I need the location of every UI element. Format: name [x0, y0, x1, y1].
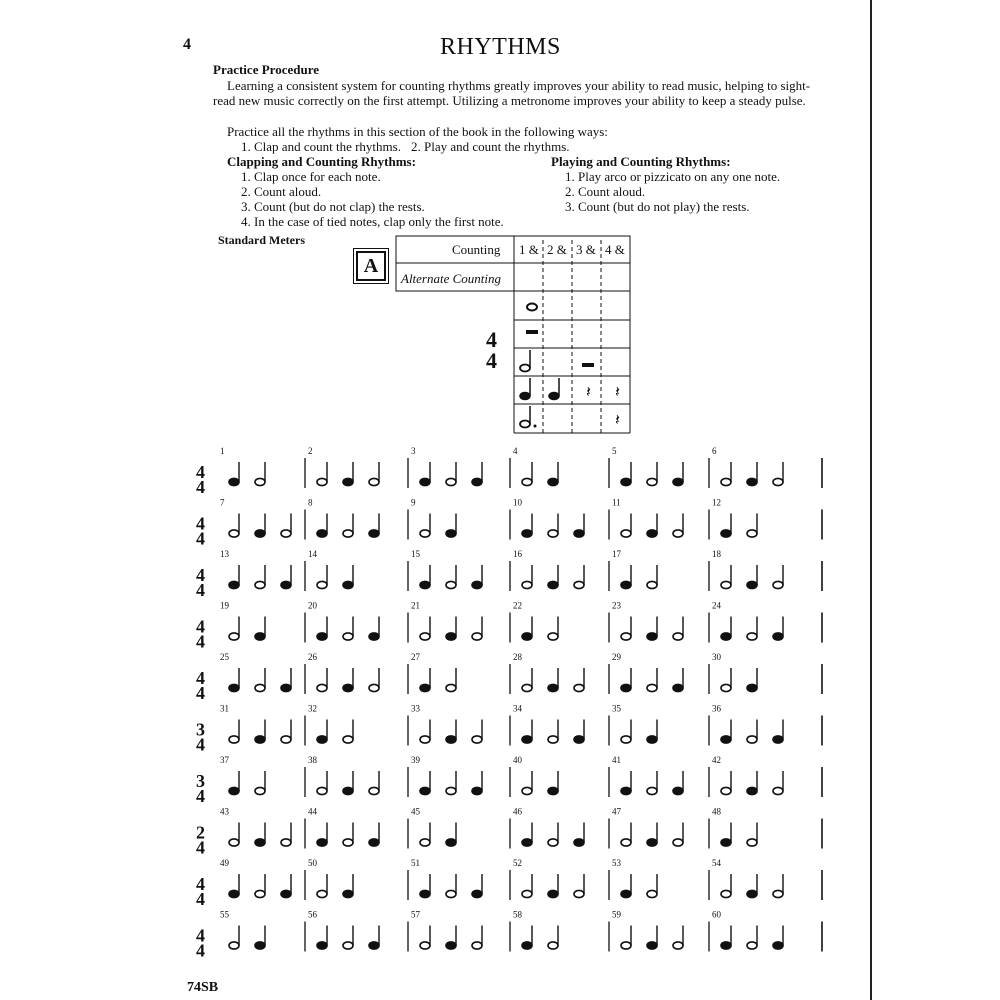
clapping-step-2: 2. Count aloud. — [241, 184, 322, 199]
quarter-note-icon — [446, 530, 456, 537]
half-note-icon — [548, 633, 558, 640]
measure-number: 5 — [612, 446, 617, 456]
quarter-note-icon — [420, 890, 430, 897]
quarter-note-icon — [343, 478, 353, 485]
quarter-note-icon — [721, 633, 731, 640]
measure-number: 33 — [411, 703, 420, 714]
measure-number: 12 — [712, 497, 721, 508]
quarter-note-icon — [673, 684, 683, 691]
quarter-note-icon — [673, 787, 683, 794]
half-note-icon — [229, 942, 239, 949]
time-sig-bottom: 4 — [196, 580, 205, 600]
quarter-note-icon — [574, 530, 584, 537]
half-note-icon — [647, 478, 657, 485]
meter-time-sig-top: 4 — [486, 327, 497, 352]
counting-header-box — [396, 236, 630, 291]
measure-number: 2 — [308, 446, 313, 456]
quarter-note-icon — [721, 942, 731, 949]
measure-number: 6 — [712, 446, 717, 456]
half-note-icon — [472, 942, 482, 949]
measure-number: 19 — [220, 600, 229, 611]
measure-number: 1 — [220, 446, 225, 456]
measure-number: 13 — [220, 549, 229, 559]
quarter-note-icon — [647, 736, 657, 743]
half-note-icon — [621, 839, 631, 846]
quarter-note-icon — [773, 942, 783, 949]
playing-step-1: 1. Play arco or pizzicato on any one note. — [565, 169, 781, 184]
half-note-icon — [446, 787, 456, 794]
half-note-icon — [255, 581, 265, 588]
quarter-note-icon — [229, 787, 239, 794]
beat-3: 3 & — [576, 242, 596, 257]
measure-number: 29 — [612, 652, 621, 662]
beat-2: 2 & — [547, 242, 567, 257]
quarter-note-icon — [773, 736, 783, 743]
quarter-note-icon — [773, 633, 783, 640]
rhythm-staff — [196, 755, 822, 806]
half-note-icon — [446, 581, 456, 588]
half-note-icon — [420, 736, 430, 743]
quarter-note-icon — [522, 736, 532, 743]
measure-number: 17 — [612, 549, 621, 559]
measure-number: 53 — [612, 858, 621, 868]
half-note-icon — [621, 530, 631, 537]
half-note-icon — [369, 684, 379, 691]
half-note-icon — [747, 530, 757, 537]
quarter-note-icon — [369, 942, 379, 949]
time-sig-bottom: 4 — [196, 528, 205, 549]
measure-number: 3 — [411, 446, 416, 456]
quarter-note-icon — [317, 736, 327, 743]
measure-number: 22 — [513, 600, 522, 611]
measure-number: 46 — [513, 806, 522, 817]
time-sig-top: 4 — [196, 874, 205, 894]
half-note-icon — [255, 684, 265, 691]
quarter-note-icon — [369, 530, 379, 537]
half-note-icon — [229, 839, 239, 846]
rhythm-staff — [196, 910, 822, 961]
time-sig-bottom: 4 — [196, 734, 205, 755]
quarter-note-icon — [574, 736, 584, 743]
half-note-icon — [446, 890, 456, 897]
playing-step-3: 3. Count (but do not play) the rests. — [565, 199, 750, 214]
quarter-note-icon — [317, 839, 327, 846]
rhythm-staff — [196, 601, 822, 652]
measure-number: 37 — [220, 755, 229, 765]
half-note-icon — [647, 684, 657, 691]
quarter-note-icon — [548, 787, 558, 794]
quarter-note-icon — [621, 684, 631, 691]
measure-number: 41 — [612, 755, 621, 765]
half-note-icon — [229, 633, 239, 640]
quarter-note-icon — [472, 890, 482, 897]
practice-heading: Practice Procedure — [213, 62, 319, 77]
measure-number: 43 — [220, 806, 229, 817]
half-note-icon — [721, 787, 731, 794]
svg-text:𝄽: 𝄽 — [615, 382, 620, 401]
half-note-icon — [281, 839, 291, 846]
half-note-icon — [229, 736, 239, 743]
half-note-icon — [548, 736, 558, 743]
quarter-note-icon — [721, 736, 731, 743]
half-note-icon — [721, 890, 731, 897]
quarter-note-icon — [548, 890, 558, 897]
quarter-note-icon — [621, 787, 631, 794]
quarter-note-icon — [721, 530, 731, 537]
whole-rest-icon — [526, 330, 538, 334]
quarter-note-icon — [229, 890, 239, 897]
quarter-note-icon — [420, 478, 430, 485]
measure-number: 58 — [513, 909, 522, 920]
measure-number: 26 — [308, 652, 317, 662]
half-note-icon — [773, 890, 783, 897]
half-note-icon — [281, 530, 291, 537]
half-note-icon — [343, 633, 353, 640]
quarter-note-icon — [446, 736, 456, 743]
half-note-icon — [446, 478, 456, 485]
quarter-note-icon — [522, 530, 532, 537]
measure-number: 40 — [513, 755, 522, 765]
half-note-icon — [747, 942, 757, 949]
page-edge-line — [870, 0, 872, 1000]
quarter-note-icon — [747, 478, 757, 485]
quarter-note-icon — [673, 478, 683, 485]
measure-number: 9 — [411, 497, 416, 508]
half-note-icon — [548, 839, 558, 846]
half-note-icon — [673, 530, 683, 537]
quarter-note-icon — [647, 633, 657, 640]
measure-number: 50 — [308, 858, 317, 868]
playing-step-2: 2. Count aloud. — [565, 184, 646, 199]
quarter-note-icon — [647, 839, 657, 846]
time-sig-bottom: 4 — [196, 631, 205, 652]
half-note-icon — [420, 633, 430, 640]
measure-number: 54 — [712, 858, 721, 868]
quarter-note-icon — [317, 633, 327, 640]
quarter-note-icon — [446, 839, 456, 846]
quarter-note-icon — [574, 839, 584, 846]
practice-paragraph: Learning a consistent system for counting rhythms greatly improves your ability to read music, helping to sight-read new music correctly on the first attempt. Utilizing a metronome improves your ability to keep a steady pulse. — [213, 78, 811, 108]
half-note-icon — [574, 684, 584, 691]
half-note-icon — [317, 478, 327, 485]
rhythm-staff — [196, 704, 822, 755]
half-note-icon — [317, 890, 327, 897]
measure-number: 38 — [308, 755, 317, 765]
rhythm-staff — [196, 498, 822, 549]
measure-number: 28 — [513, 652, 522, 662]
clapping-step-4: 4. In the case of tied notes, clap only the first note. — [241, 214, 504, 229]
half-note-icon — [472, 736, 482, 743]
measure-number: 52 — [513, 858, 522, 868]
rhythm-staff — [196, 446, 822, 497]
half-note-icon — [369, 478, 379, 485]
measure-number: 55 — [220, 909, 229, 920]
page-footer-code: 74SB — [187, 980, 219, 995]
half-note-icon — [548, 942, 558, 949]
measure-number: 39 — [411, 755, 420, 765]
quarter-note-icon — [446, 633, 456, 640]
measure-number: 10 — [513, 497, 522, 508]
whole-note-icon — [527, 304, 537, 311]
quarter-note-icon — [472, 478, 482, 485]
practice-intro: Practice all the rhythms in this section of the book in the following ways: — [227, 124, 608, 139]
half-note-icon — [520, 350, 530, 372]
rhythm-staff — [196, 652, 822, 703]
half-note-icon — [721, 478, 731, 485]
quarter-note-icon — [343, 787, 353, 794]
measure-number: 34 — [513, 703, 522, 714]
quarter-note-icon — [343, 684, 353, 691]
quarter-note-icon — [747, 787, 757, 794]
dotted-half-note-icon — [520, 406, 537, 428]
time-sig-bottom: 4 — [196, 837, 205, 858]
measure-number: 14 — [308, 549, 317, 559]
quarter-note-icon — [446, 942, 456, 949]
beat-4: 4 & — [605, 242, 625, 257]
half-note-icon — [369, 787, 379, 794]
measure-number: 24 — [712, 600, 721, 611]
half-note-icon — [472, 633, 482, 640]
half-note-icon — [446, 684, 456, 691]
half-note-icon — [522, 581, 532, 588]
half-note-icon — [420, 530, 430, 537]
half-note-icon — [317, 787, 327, 794]
measure-number: 56 — [308, 909, 317, 920]
half-note-icon — [281, 736, 291, 743]
half-note-icon — [317, 581, 327, 588]
half-note-icon — [522, 890, 532, 897]
measure-number: 30 — [712, 652, 721, 662]
quarter-note-icon — [747, 684, 757, 691]
half-note-icon — [420, 942, 430, 949]
half-note-icon — [343, 736, 353, 743]
quarter-note-icon — [229, 478, 239, 485]
time-sig-top: 4 — [196, 616, 205, 637]
practice-way-1: 1. Clap and count the rhythms. — [241, 139, 401, 154]
time-sig-top: 4 — [196, 565, 205, 585]
quarter-note-icon — [621, 890, 631, 897]
half-note-icon — [420, 839, 430, 846]
quarter-note-icon — [621, 581, 631, 588]
quarter-note-icon — [281, 684, 291, 691]
half-note-icon — [522, 787, 532, 794]
measure-number: 16 — [513, 549, 522, 559]
measure-number: 49 — [220, 858, 229, 868]
measure-number: 59 — [612, 909, 621, 920]
playing-heading: Playing and Counting Rhythms: — [551, 154, 731, 169]
measure-number: 57 — [411, 909, 420, 920]
half-note-icon — [343, 942, 353, 949]
alternate-counting-label: Alternate Counting — [401, 271, 502, 286]
quarter-note-icon — [281, 890, 291, 897]
quarter-note-icon — [255, 839, 265, 846]
quarter-note-icon — [255, 633, 265, 640]
half-note-icon — [647, 581, 657, 588]
half-note-icon — [574, 581, 584, 588]
quarter-note-icon — [472, 787, 482, 794]
half-note-icon — [574, 890, 584, 897]
quarter-note-icon — [420, 581, 430, 588]
counting-label: Counting — [452, 242, 501, 257]
clapping-step-1: 1. Clap once for each note. — [241, 169, 381, 184]
measure-number: 32 — [308, 703, 317, 714]
measure-number: 25 — [220, 652, 229, 662]
quarter-note-icon — [255, 530, 265, 537]
time-sig-bottom: 4 — [196, 940, 205, 961]
half-note-icon — [229, 530, 239, 537]
quarter-note-icon — [522, 839, 532, 846]
measure-number: 47 — [612, 806, 621, 817]
measure-number: 4 — [513, 446, 518, 456]
quarter-note-icon — [343, 581, 353, 588]
quarter-note-icon — [522, 942, 532, 949]
time-sig-top: 4 — [196, 668, 205, 688]
time-sig-top: 2 — [196, 822, 205, 843]
quarter-note-icon — [548, 684, 558, 691]
quarter-note-icon — [548, 478, 558, 485]
quarter-note-icon — [420, 787, 430, 794]
meter-time-sig-bottom: 4 — [486, 348, 497, 373]
quarter-note-icon — [369, 633, 379, 640]
half-note-icon — [747, 736, 757, 743]
half-note-icon — [255, 787, 265, 794]
half-note-icon — [343, 530, 353, 537]
measure-number: 27 — [411, 652, 420, 662]
standard-meters-heading: Standard Meters — [218, 233, 305, 247]
half-note-icon — [522, 684, 532, 691]
measure-number: 42 — [712, 755, 721, 765]
quarter-note-icon — [747, 581, 757, 588]
half-note-icon — [621, 942, 631, 949]
measure-number: 31 — [220, 703, 229, 714]
half-note-icon — [773, 478, 783, 485]
measure-number: 45 — [411, 806, 420, 817]
half-note-icon — [522, 478, 532, 485]
quarter-note-icon — [747, 890, 757, 897]
beat-1: 1 & — [519, 242, 539, 257]
clapping-heading: Clapping and Counting Rhythms: — [227, 154, 416, 169]
time-sig-top: 3 — [196, 719, 205, 740]
time-sig-bottom: 4 — [196, 477, 205, 497]
svg-text:𝄽: 𝄽 — [615, 410, 620, 429]
quarter-note-icon — [472, 581, 482, 588]
quarter-note-icon — [647, 530, 657, 537]
half-note-icon — [621, 736, 631, 743]
measure-number: 18 — [712, 549, 721, 559]
measure-number: 8 — [308, 497, 313, 508]
half-note-icon — [721, 581, 731, 588]
clapping-step-3: 3. Count (but do not clap) the rests. — [241, 199, 425, 214]
rhythm-staff — [196, 858, 822, 909]
half-note-icon — [647, 787, 657, 794]
quarter-note-icon — [369, 839, 379, 846]
half-note-icon — [621, 633, 631, 640]
quarter-note-icon — [229, 684, 239, 691]
half-note-icon — [721, 684, 731, 691]
measure-number: 60 — [712, 909, 721, 920]
quarter-note-icon — [343, 890, 353, 897]
half-note-icon — [673, 942, 683, 949]
half-rest-icon — [582, 363, 594, 367]
quarter-note-icon — [420, 684, 430, 691]
measure-number: 11 — [612, 497, 621, 508]
half-note-icon — [773, 581, 783, 588]
quarter-note-icon — [255, 942, 265, 949]
time-sig-top: 4 — [196, 462, 205, 482]
time-sig-bottom: 4 — [196, 786, 205, 806]
measure-number: 21 — [411, 600, 420, 611]
quarter-note-icon — [621, 478, 631, 485]
half-note-icon — [773, 787, 783, 794]
time-sig-bottom: 4 — [196, 683, 205, 703]
half-note-icon — [747, 839, 757, 846]
page-number: 4 — [183, 36, 191, 53]
time-sig-top: 3 — [196, 771, 205, 791]
half-note-icon — [317, 684, 327, 691]
rhythm-staff — [196, 807, 822, 858]
half-note-icon — [673, 633, 683, 640]
half-note-icon — [647, 890, 657, 897]
measure-number: 7 — [220, 497, 225, 508]
quarter-note-icon — [548, 581, 558, 588]
measure-number: 20 — [308, 600, 317, 611]
practice-way-2: 2. Play and count the rhythms. — [411, 139, 570, 154]
time-sig-top: 4 — [196, 513, 205, 534]
half-note-icon — [747, 633, 757, 640]
rhythm-staff — [196, 549, 822, 600]
measure-number: 48 — [712, 806, 721, 817]
half-note-icon — [255, 890, 265, 897]
quarter-note-icon — [721, 839, 731, 846]
measure-number: 35 — [612, 703, 621, 714]
quarter-note-icon — [522, 633, 532, 640]
measure-number: 15 — [411, 549, 420, 559]
half-note-icon — [673, 839, 683, 846]
quarter-note-icon — [317, 942, 327, 949]
quarter-note-icon — [229, 581, 239, 588]
half-note-icon — [548, 530, 558, 537]
quarter-note-icon — [281, 581, 291, 588]
measure-number: 44 — [308, 806, 317, 817]
measure-number: 51 — [411, 858, 420, 868]
svg-text:𝄽: 𝄽 — [586, 382, 591, 401]
measure-number: 36 — [712, 703, 721, 714]
section-letter-box: A — [356, 251, 386, 281]
quarter-note-icon — [647, 942, 657, 949]
quarter-note-icon — [255, 736, 265, 743]
quarter-note-icon — [317, 530, 327, 537]
page-title: RHYTHMS — [440, 34, 561, 60]
half-note-icon — [343, 839, 353, 846]
time-sig-top: 4 — [196, 925, 205, 946]
half-note-icon — [255, 478, 265, 485]
measure-number: 23 — [612, 600, 621, 611]
time-sig-bottom: 4 — [196, 889, 205, 909]
